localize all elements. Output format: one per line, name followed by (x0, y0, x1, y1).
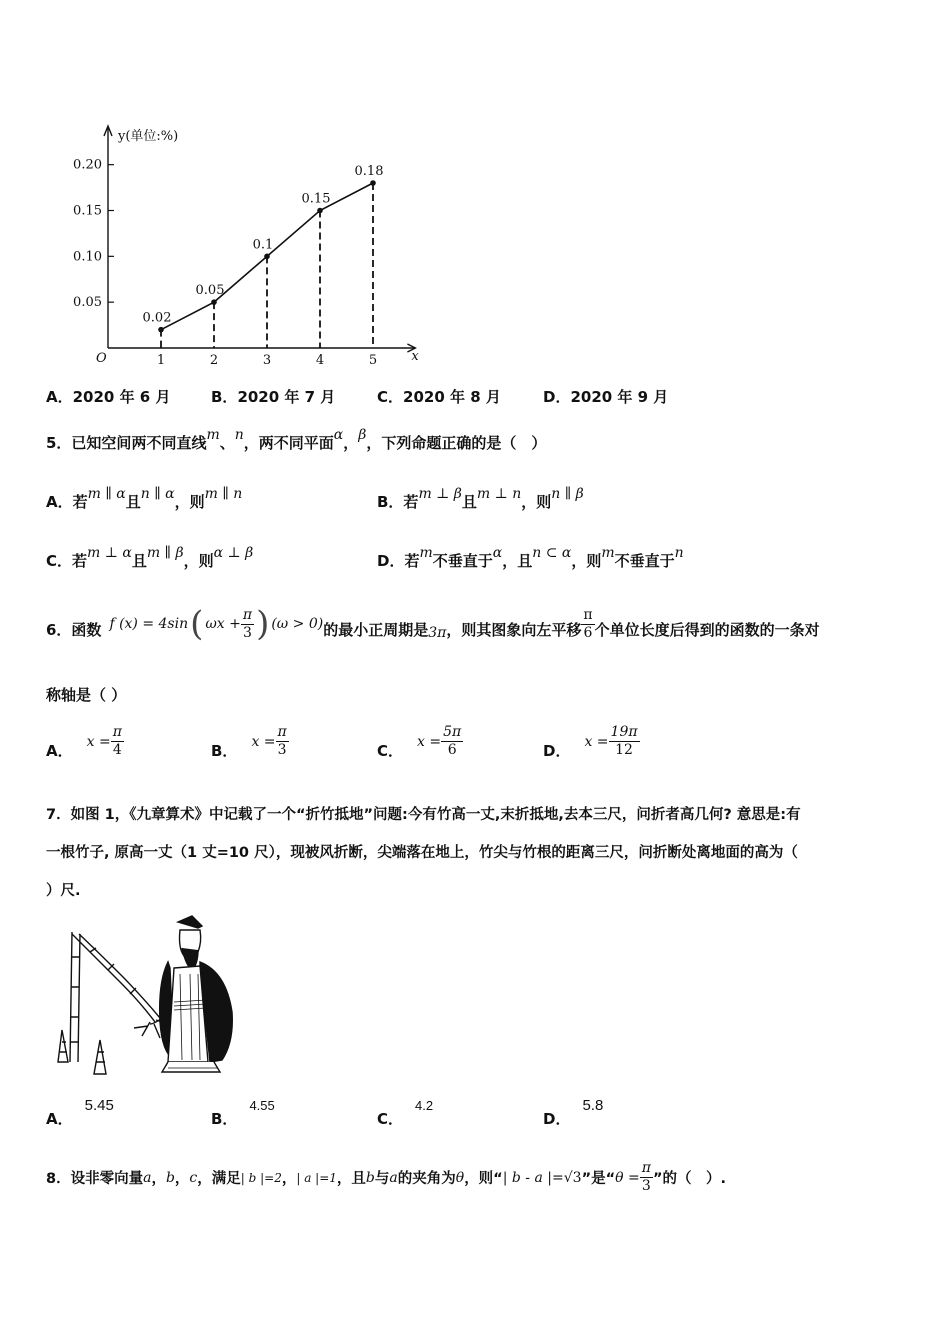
x-tick-label: 4 (315, 353, 325, 368)
q7-stem-line2: 一根竹子, 原高一丈（1 丈=10 尺），现被风折断，尖端落在地上，竹尖与竹根的距离三尺，问折断处离地面的高为（ (46, 845, 798, 861)
q7-option-c: C．4.2 (377, 1098, 434, 1128)
q5-option-b: B．若m ⊥ β且m ⊥ n，则n ∥ β (377, 486, 584, 511)
line-chart (60, 118, 430, 373)
q5-option-c: C．若m ⊥ α且m ∥ β，则α ⊥ β (46, 545, 254, 570)
data-label: 0.15 (301, 191, 331, 207)
x-tick-label: 5 (368, 353, 378, 368)
y-tick-label: 0.15 (73, 203, 102, 219)
q5-stem: 5．已知空间两不同直线m、n，两不同平面α，β，下列命题正确的是（ ） (46, 427, 547, 452)
data-label: 0.1 (252, 237, 274, 253)
data-label: 0.05 (195, 283, 225, 299)
q6-option-a: A． x = $\frac{\pi}{4}$ (46, 724, 122, 760)
q4-option-d: D．2020 年 9 月 (543, 388, 669, 406)
q7-option-b: B．4.55 (211, 1098, 275, 1128)
q5-option-a: A．若m ∥ α且n ∥ α，则m ∥ n (46, 486, 243, 511)
q6-shift-fraction: $\frac{\pi}{6}$ (583, 606, 593, 641)
data-label: 0.02 (142, 310, 172, 326)
y-axis-label: y(单位:%) (118, 129, 179, 144)
q4-option-c: C．2020 年 8 月 (377, 388, 501, 406)
data-point (158, 327, 164, 333)
origin-label: O (96, 351, 107, 366)
q8-stem: 8．设非零向量 a ， b ， c ，满足 | b |=2 ， | a |=1 ，且 b 与 a 的夹角为 θ ，则“ | b - a |= √3 ”是“ θ = $\frac{\pi}{3}$ ”的（ ）. (46, 1160, 726, 1194)
q7-stem-line3: ）尺. (46, 883, 81, 899)
q7-stem-line1: 7．如图 1，《九章算术》中记载了一个“折竹抵地”问题:今有竹高一丈,末折抵地,去本三尺，问折者高几何? 意思是:有 (46, 807, 801, 823)
data-point (370, 180, 376, 186)
x-tick-label: 1 (156, 353, 166, 368)
q6-option-b: B． x = $\frac{\pi}{3}$ (211, 724, 287, 760)
chart-axes (73, 126, 419, 368)
data-point (211, 299, 217, 305)
q6-option-c: C． x = $\frac{5\pi}{6}$ (377, 724, 462, 760)
data-point (264, 254, 270, 260)
x-tick-label: 3 (262, 353, 272, 368)
q6-stem-line1: 6．函数 f (x) = 4sin ( ωx + $\frac{\pi}{3}$ ) (ω > 0) 的最小正周期是 3π ，则其图象向左平移 $\frac{\pi}{6}$ 个单位长度后得到的函数的一条对 (46, 604, 820, 644)
x-axis-label: x (411, 349, 419, 364)
q6-option-d: D． x = $\frac{19\pi}{12}$ (543, 724, 638, 760)
bamboo-scholar-illustration (50, 912, 240, 1082)
q4-option-a: A．2020 年 6 月 (46, 388, 171, 406)
q7-option-a: A．5.45 (46, 1097, 114, 1128)
y-tick-label: 0.10 (73, 249, 102, 265)
q5-option-d: D．若m不垂直于α，且n ⊂ α，则m不垂直于n (377, 545, 684, 570)
q4-option-b: B．2020 年 7 月 (211, 388, 336, 406)
data-point (317, 208, 323, 214)
y-tick-label: 0.05 (73, 295, 102, 311)
q6-pi-over-3: $\frac{\pi}{3}$ (242, 606, 253, 641)
chart-marks (143, 164, 384, 348)
y-tick-label: 0.20 (73, 157, 102, 173)
q7-option-d: D．5.8 (543, 1097, 604, 1128)
x-tick-label: 2 (209, 353, 219, 368)
q6-stem-line2: 称轴是（ ） (46, 686, 127, 704)
data-label: 0.18 (354, 164, 384, 179)
